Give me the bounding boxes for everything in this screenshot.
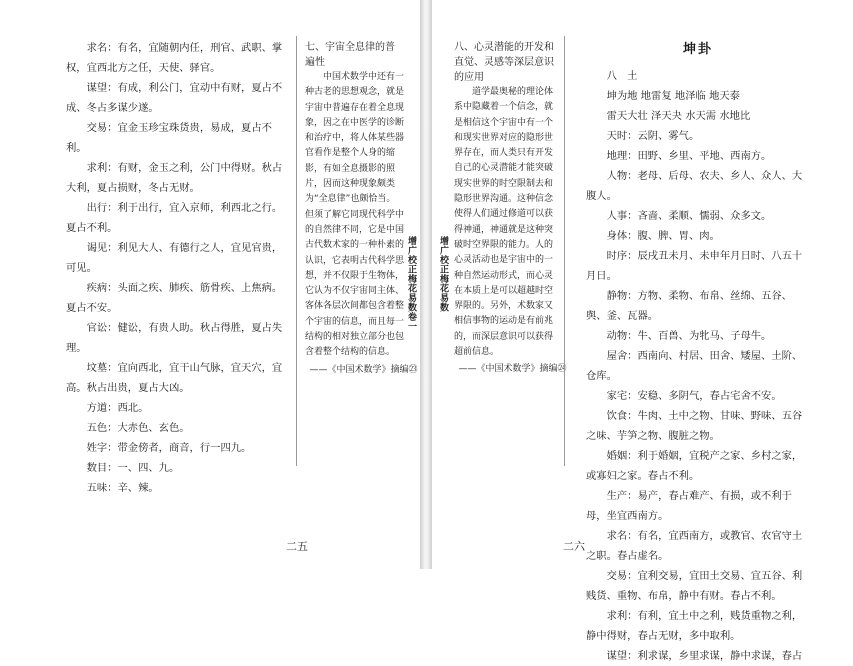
right-main-text xyxy=(586,40,810,666)
sidebar-title: 七、宇宙全息律的普遍性 xyxy=(305,42,395,68)
page-number-left: 二五 xyxy=(286,540,308,553)
running-title-left: 增广校正梅花易数卷一 xyxy=(406,236,416,331)
section-title: 坤卦 xyxy=(682,42,713,57)
hexagram-line: 雷天大壮 泽天夬 水天需 水地比 xyxy=(606,110,751,122)
text-paragraph: 时序：辰戌丑未月、未申年月日时、八五十月日。 xyxy=(586,250,803,282)
text-paragraph: 五味：辛、辣。 xyxy=(86,482,159,494)
sidebar-body: 中国术数学中还有一种古老的思想观念，就是宇宙中普遍存在着全息现象，因之在中医学的诊断和治疗中，将人体某些器官看作是整个人身的缩影，有如全息摄影的照片，因而这种现象颇类为“全息律”也颇恰当。但须了解它同现代科学中的自然律不同，它是中国古代数术家的一种朴素的认识，它表明古代科学思想，并不仅限于生物体，它认为不仅宇宙同主体、客体各层次间都包含着整个宇宙的信息，而且每一结构的相对独立部分也包含着整个结构的信息。 xyxy=(305,72,405,358)
hexagram-list xyxy=(586,86,810,126)
text-paragraph: 交易：宜利交易，宜田土交易、宜五谷、利贱货、重物、布帛，静中有财。春占不利。 xyxy=(586,570,803,602)
column-divider-right xyxy=(564,36,565,466)
text-paragraph: 出行：利于出行，宜入京师，利西北之行。夏占不利。 xyxy=(66,202,283,234)
text-paragraph: 家宅：安稳、多阴气，春占宅舍不安。 xyxy=(606,390,782,402)
text-paragraph: 求利：有利，宜土中之利，贱货重物之利，静中得财，春占无财，多中取利。 xyxy=(586,610,803,642)
text-paragraph: 动物：牛、百兽、为牝马、子母牛。 xyxy=(606,330,772,342)
column-divider-left xyxy=(296,36,297,466)
sidebar-signature: ——《中国术数学》摘编㉓ xyxy=(309,364,418,375)
text-paragraph: 方道：西北。 xyxy=(86,402,149,414)
left-main-text xyxy=(66,38,288,498)
sidebar-title: 八、心灵潜能的开发和直觉、灵感等深层意识的应用 xyxy=(454,42,554,83)
text-paragraph: 求利：有财，金玉之利，公门中得财。秋占大利，夏占损财，冬占无财。 xyxy=(66,162,283,194)
page-number-right: 二六 xyxy=(563,540,585,553)
running-title-right: 增广校正梅花易数 xyxy=(438,236,448,312)
text-paragraph: 地理：田野、乡里、平地、西南方。 xyxy=(606,150,772,162)
hexagram-line: 坤为地 地雷复 地泽临 地天泰 xyxy=(606,90,740,102)
right-page xyxy=(432,0,853,662)
text-paragraph: 疾病：头面之疾、肺疾、筋骨疾、上焦病。夏占不安。 xyxy=(66,282,283,314)
section-subtitle: 八 土 xyxy=(606,70,638,82)
right-entries xyxy=(586,126,810,666)
book-gutter xyxy=(420,0,432,569)
text-paragraph: 静物：方物、柔物、布帛、丝绵、五谷、舆、釜、瓦器。 xyxy=(586,290,792,322)
text-paragraph: 饮食：牛肉、土中之物、甘味、野味、五谷之味、芋笋之物、腹脏之物。 xyxy=(586,410,803,442)
text-paragraph: 求名：有名，宜西南方，或教官、农官守土之职。春占虚名。 xyxy=(586,530,803,562)
text-paragraph: 人物：老母、后母、农夫、乡人、众人、大腹人。 xyxy=(586,170,803,202)
text-paragraph: 谒见：利见大人、有德行之人，宜见官贵，可见。 xyxy=(66,242,283,274)
text-paragraph: 姓字：带金傍者，商音，行一四九。 xyxy=(86,442,252,454)
text-paragraph: 坟墓：宜向西北，宜干山气脉，宜天穴，宜高。秋占出贵，夏占大凶。 xyxy=(66,362,283,394)
text-paragraph: 婚姻：利于婚姻，宜税产之家、乡村之家，或寡妇之家。春占不利。 xyxy=(586,450,803,482)
text-paragraph: 数目：一、四、九。 xyxy=(86,462,180,474)
text-paragraph: 谋望：有成，利公门，宜动中有财，夏占不成、冬占多谋少遂。 xyxy=(66,82,283,114)
text-paragraph: 身体：腹、脾、胃、肉。 xyxy=(606,230,720,242)
text-paragraph: 求名：有名，宜随朝内任，刑官、武职、掌权，宜西北方之任，天使、驿官。 xyxy=(66,42,283,74)
right-sidebar xyxy=(454,40,567,378)
text-paragraph: 屋舍：西南向、村居、田舍、矮屋、土阶、仓库。 xyxy=(586,350,803,382)
text-paragraph: 人事：吝啬、柔顺、懦弱、众多文。 xyxy=(606,210,772,222)
sidebar-body: 道学最奥秘的理论体系中隐藏着一个信念，就是相信这个宇宙中有一个和现实世界对应的隐形世界存在，而人类只有开发自己的心灵潜能才能突破现实世界的时空限制去和隐形世界沟通。这种信念使得人们通过修道可以获得神通，神通就是这种突破时空界限的能力。人的心灵活动也是宇宙中的一种自然运动形式，而心灵在本质上是可以超越时空界限的。另外，术数家又相信事物的运动是有前兆的，而深层意识可以获得超前信息。 xyxy=(454,87,554,358)
left-page xyxy=(0,0,420,569)
text-paragraph: 生产：易产，春占难产、有损，或不利于母，坐宜西南方。 xyxy=(586,490,792,522)
text-paragraph: 谋望：利求谋，乡里求谋，静中求谋，春占 xyxy=(606,650,803,662)
text-paragraph: 交易：宜金玉珍宝珠货贵，易成，夏占不利。 xyxy=(66,122,272,154)
text-paragraph: 天时：云阴、雾气。 xyxy=(606,130,700,142)
sidebar-signature: ——《中国术数学》摘编㉔ xyxy=(458,364,567,375)
text-paragraph: 五色：大赤色、玄色。 xyxy=(86,422,190,434)
text-paragraph: 官讼：健讼，有贵人助。秋占得胜，夏占失理。 xyxy=(66,322,283,354)
